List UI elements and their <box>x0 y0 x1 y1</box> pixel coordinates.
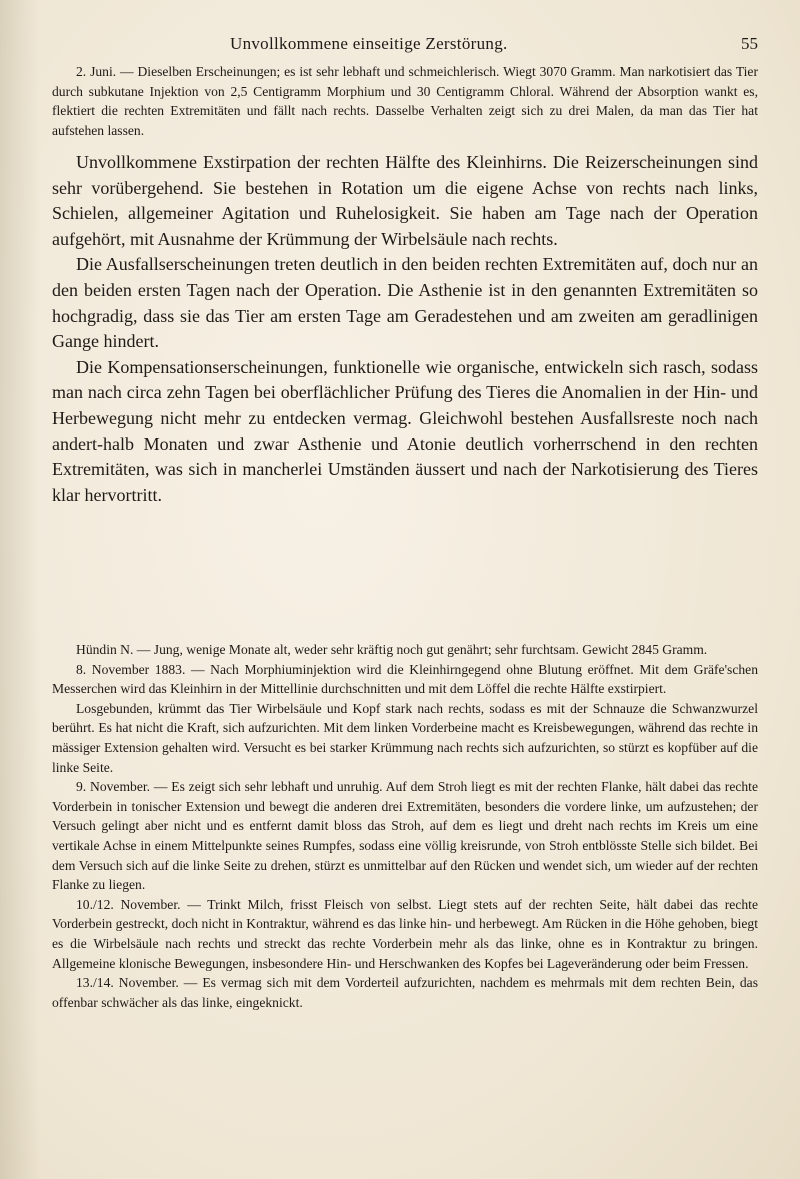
paragraph-ausfallserscheinungen: Die Ausfallserscheinungen treten deutlich in den beiden rechten Extremitäten auf, doch nur an den beiden ersten Tagen nach der Operation. Die Asthenie ist in den genannten Extremitäten so hochgradig, dass sie das Tier am ersten Tage am Geradestehen und am zweiten am geradlinigen Gange hindert. <box>52 254 758 352</box>
case-notes <box>52 640 758 1012</box>
paragraph-nov-10-12: 10./12. November. — Trinkt Milch, frisst Fleisch von selbst. Liegt stets auf der rechten Seite, hält dabei das rechte Vorderbein gestreckt, doch nicht in Kontraktur, während es das linke hin- und herbewegt. Am Rücken in die Höhe gehoben, biegt es die Wirbelsäule nach rechts und streckt das rechte Vorderbein mehr als das linke, ohne es in Kontraktur zu bringen. Allgemeine klonische Bewegungen, insbesondere Hin- und Herschwanken des Kopfes bei Lageveränderung oder beim Fressen. <box>52 896 758 971</box>
running-title: Unvollkommene einseitige Zerstörung. <box>230 34 508 53</box>
paragraph-kompensation: Die Kompensationserscheinungen, funktionelle wie organische, entwickeln sich rasch, sodass man nach circa zehn Tagen bei oberflächlicher Prüfung des Tieres die Anomalien in der Hin- und Herbewegung nicht mehr zu entdecken vermag. Gleichwohl bestehen Ausfallsreste noch nach andert-halb Monaten und zwar Asthenie und Atonie deutlich vorherrschend in den rechten Extremitäten, was sich in mancherlei Umständen äussert und nach der Narkotisierung des Tieres klar hervortritt. <box>52 356 758 505</box>
main-text <box>52 150 758 508</box>
page-edge-shadow <box>0 0 40 1179</box>
paragraph-nov-9: 9. November. — Es zeigt sich sehr lebhaft und unruhig. Auf dem Stroh liegt es mit der rechten Flanke, hält dabei das rechte Vorderbein in tonischer Extension und bewegt die anderen drei Extremitäten, besonders die vordere linke, um aufzustehen; der Versuch gelingt aber nicht und es entfernt damit bloss das Stroh, auf dem es liegt und dreht nach rechts im Kreis um eine vertikale Achse in einem Mittelpunkte seines Rumpfes, sodass eine völlig kreisrunde, von Stroh entblösste Stelle sich bildet. Bei dem Versuch sich auf die linke Seite zu drehen, stürzt es unmittelbar auf den Rücken und wendet sich, um wieder auf der rechten Flanke zu liegen. <box>52 779 758 893</box>
page-number: 55 <box>741 34 758 53</box>
paragraph-nov-8: 8. November 1883. — Nach Morphiuminjektion wird die Kleinhirngegend ohne Blutung eröffnet. Mit dem Gräfe'schen Messerchen wird das Kleinhirn in der Mittellinie durchschnitten und mit dem Löffel die rechte Hälfte exstirpiert. <box>52 661 758 697</box>
paragraph-losgebunden: Losgebunden, krümmt das Tier Wirbelsäule und Kopf stark nach rechts, sodass es mit der Schnauze die Schwanzwurzel berührt. Es hat nicht die Kraft, sich aufzurichten. Mit dem linken Vorderbeine macht es Kreisbewegungen, während das rechte in mässiger Extension gehalten wird. Versucht es bei starker Krümmung nach rechts sich aufzurichten, so stürzt es kopfüber auf die linke Seite. <box>52 700 758 775</box>
paragraph-huendin-n: Hündin N. — Jung, wenige Monate alt, weder sehr kräftig noch gut genährt; sehr furchtsam. Gewicht 2845 Gramm. <box>76 642 708 657</box>
paragraph-nov-13-14: 13./14. November. — Es vermag sich mit dem Vorderteil aufzurichten, nachdem es mehrmals mit dem rechten Bein, das offenbar schwächer als das linke, eingeknickt. <box>52 975 758 1010</box>
opening-note <box>52 62 758 140</box>
page-header <box>0 34 800 58</box>
paragraph-exstirpation: Unvollkommene Exstirpation der rechten Hälfte des Kleinhirns. Die Reizerscheinungen sind sehr vorübergehend. Sie bestehen in Rotation um die eigene Achse von rechts nach links, Schielen, allgemeiner Agitation und Ruhelosigkeit. Sie haben am Tage nach der Operation aufgehört, mit Ausnahme der Krümmung der Wirbelsäule nach rechts. <box>52 152 758 249</box>
paragraph-june-2: 2. Juni. — Dieselben Erscheinungen; es ist sehr lebhaft und schmeichlerisch. Wiegt 3070 Gramm. Man narkotisiert das Tier durch subkutane Injektion von 2,5 Centigramm Morphium und 30 Centigramm Chloral. Während der Absorption wankt es, flektiert die rechten Extremitäten und fällt nach rechts. Dasselbe Verhalten zeigt sich zu drei Malen, da man das Tier hat aufstehen lassen. <box>52 64 758 138</box>
